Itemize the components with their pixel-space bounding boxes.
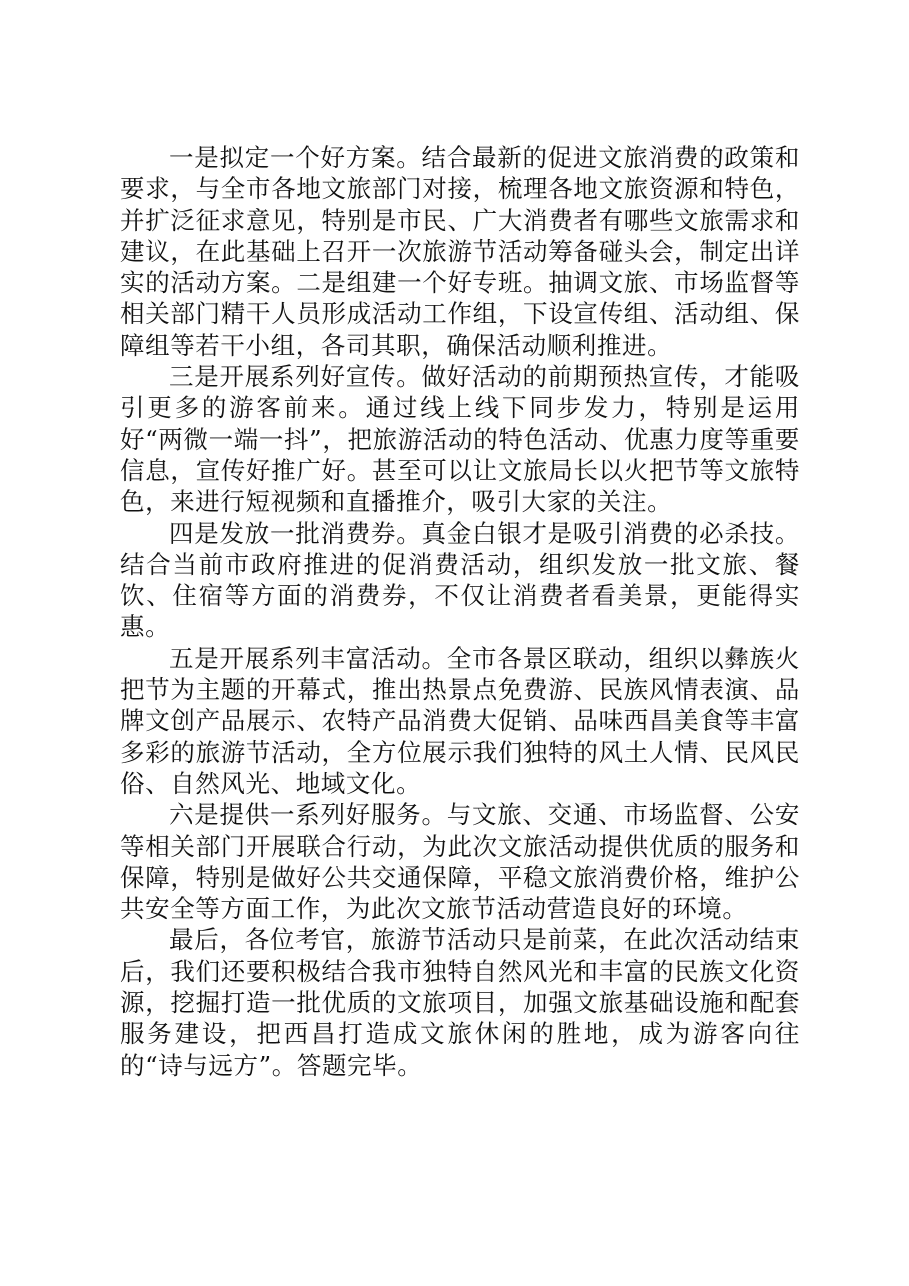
paragraph-3: 四是发放一批消费券。真金白银才是吸引消费的必杀技。结合当前市政府推进的促消费活动，组织发放一批文旅、餐饮、住宿等方面的消费券，不仅让消费者看美景，更能得实惠。	[120, 518, 800, 642]
paragraph-1: 一是拟定一个好方案。结合最新的促进文旅消费的政策和要求，与全市各地文旅部门对接，梳理各地文旅资源和特色，并扩泛征求意见，特别是市民、广大消费者有哪些文旅需求和建议，在此基础上召开一次旅游节活动筹备碰头会，制定出详实的活动方案。二是组建一个好专班。抽调文旅、市场监督等相关部门精干人员形成活动工作组，下设宣传组、活动组、保障组等若干小组，各司其职，确保活动顺利推进。	[120, 143, 800, 360]
paragraph-6: 最后，各位考官，旅游节活动只是前菜，在此次活动结束后，我们还要积极结合我市独特自然风光和丰富的民族文化资源，挖掘打造一批优质的文旅项目，加强文旅基础设施和配套服务建设，把西昌打造成文旅休闲的胜地，成为游客向往的“诗与远方”。答题完毕。	[120, 925, 800, 1080]
paragraph-5: 六是提供一系列好服务。与文旅、交通、市场监督、公安等相关部门开展联合行动，为此次文旅活动提供优质的服务和保障，特别是做好公共交通保障，平稳文旅消费价格，维护公共安全等方面工作，为此次文旅节活动营造良好的环境。	[120, 800, 800, 924]
paragraph-2: 三是开展系列好宣传。做好活动的前期预热宣传，才能吸引更多的游客前来。通过线上线下同步发力，特别是运用好“两微一端一抖”，把旅游活动的特色活动、优惠力度等重要信息，宣传好推广好。甚至可以让文旅局长以火把节等文旅特色，来进行短视频和直播推介，吸引大家的关注。	[120, 362, 800, 517]
paragraph-4: 五是开展系列丰富活动。全市各景区联动，组织以彝族火把节为主题的开幕式，推出热景点免费游、民族风情表演、品牌文创产品展示、农特产品消费大促销、品味西昌美食等丰富多彩的旅游节活动，全方位展示我们独特的风土人情、民风民俗、自然风光、地域文化。	[120, 643, 800, 798]
document-body	[120, 142, 800, 1081]
